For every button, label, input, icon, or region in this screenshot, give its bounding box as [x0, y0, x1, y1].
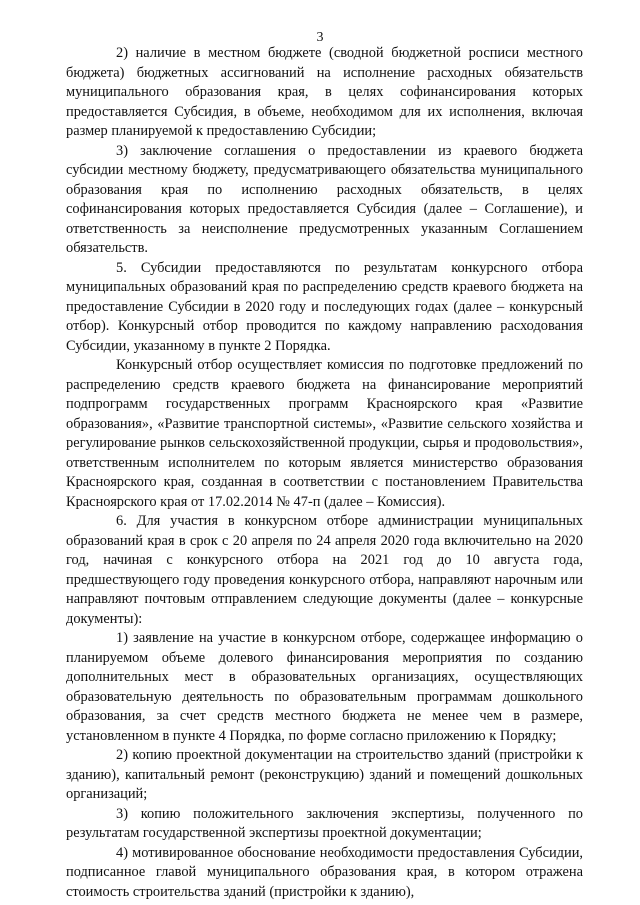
page-number: 3	[316, 30, 324, 45]
paragraph-item-3-agreement: 3) заключение соглашения о предоставлении из краевого бюджета субсидии местному бюджету, предусматривающего обязательства муниципального образования края по исполнению расходных обязательств, в целях софинансирования которых предоставляется Субсидия (далее – Соглашение), и ответственность за неисполнение предусмотренных указанным Соглашением обязательств.	[66, 142, 583, 256]
paragraph-doc-4-justification: 4) мотивированное обоснование необходимости предоставления Субсидии, подписанное главой муниципального образования края, в котором отражена стоимость строительства зданий (пристройки к зданию),	[66, 844, 583, 900]
paragraph-item-2-budget: 2) наличие в местном бюджете (сводной бюджетной росписи местного бюджета) бюджетных ассигнований на исполнение расходных обязательств муниципального образования края, в целях софинансирования которых предоставляется Субсидия, в объеме, необходимом для их исполнения, включая размер планируемой к предоставлению Субсидии;	[66, 45, 583, 139]
paragraph-commission: Конкурсный отбор осуществляет комиссия по подготовке предложений по распределению средств краевого бюджета на финансирование мероприятий подпрограмм государственных программ Красноярского края «Развитие образования», «Развитие транспортной системы», «Развитие сельского хозяйства и регулирование рынков сельскохозяйственной продукции, сырья и продовольствия», ответственным исполнителем по которым является министерство образования Красноярского края, созданная в соответствии с постановлением Правительства Красноярского края от 17.02.2014 № 47-п (далее – Комиссия).	[66, 357, 583, 510]
paragraph-doc-3-expertise: 3) копию положительного заключения экспертизы, полученного по результатам государственной экспертизы проектной документации;	[66, 805, 583, 841]
paragraph-doc-2-project-docs: 2) копию проектной документации на строительство зданий (пристройки к зданию), капитальный ремонт (реконструкцию) зданий и помещений дошкольных организаций;	[66, 747, 583, 802]
paragraph-doc-1-application: 1) заявление на участие в конкурсном отборе, содержащее информацию о планируемом объеме долевого финансирования мероприятия по созданию дополнительных мест в образовательных организациях, осуществляющих образовательную деятельность по образовательным программам дошкольного образования, за счет средств местного бюджета не менее чем в размере, установленном в пункте 4 Порядка, по форме согласно приложению к Порядку;	[66, 630, 583, 744]
paragraph-section-6-documents: 6. Для участия в конкурсном отборе администрации муниципальных образований края в срок с 20 апреля по 24 апреля 2020 года включительно на 2020 год, начиная с конкурсного отбора на 2021 год до 10 августа года, предшествующего году проведения конкурсного отбора, направляют нарочным или направляют почтовым отправлением следующие документы (далее – конкурсные документы):	[66, 513, 583, 627]
paragraph-section-5-subsidies: 5. Субсидии предоставляются по результатам конкурсного отбора муниципальных образований края по распределению средств краевого бюджета на предоставление Субсидии в 2020 году и последующих годах (далее – конкурсный отбор). Конкурсный отбор проводится по каждому направлению расходования Субсидии, указанному в пункте 2 Порядка.	[66, 259, 583, 354]
document-body	[66, 44, 583, 902]
